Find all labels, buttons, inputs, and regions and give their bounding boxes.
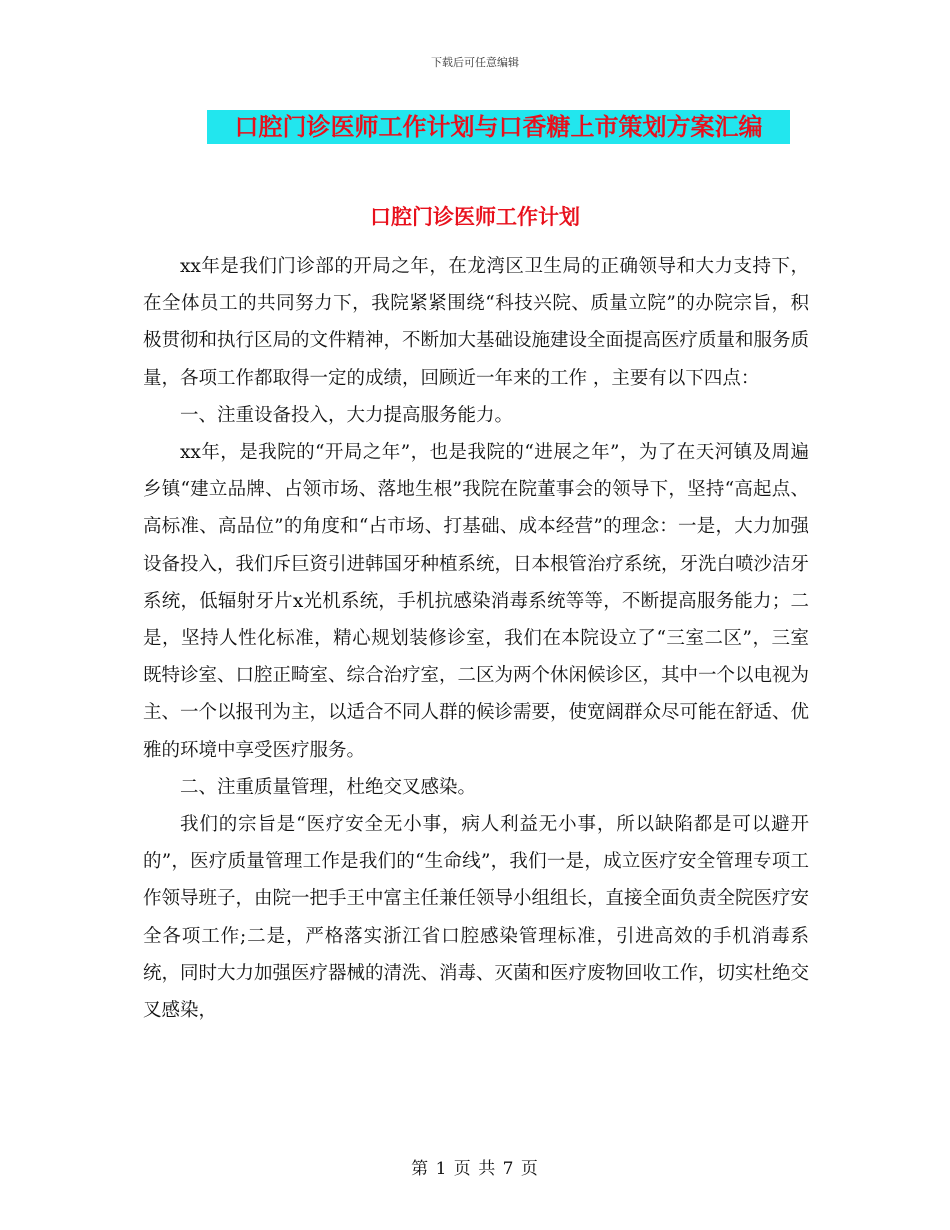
paragraph-intro: xx年是我们门诊部的开局之年，在龙湾区卫生局的正确领导和大力支持下，在全体员工的共同努力下，我院紧紧围绕“科技兴院、质量立院”的办院宗旨，积极贯彻和执行区局的文件精神，不断加大基础设施建设全面提高医疗质量和服务质量，各项工作都取得一定的成绩，回顾近一年来的工作 ，主要有以下四点： — [143, 256, 810, 389]
section-title: 口腔门诊医师工作计划 — [370, 204, 580, 229]
paragraph-heading-1: 一、注重设备投入，大力提高服务能力。 — [180, 404, 514, 426]
header-note: 下载后可任意编辑 — [431, 56, 519, 69]
paragraph-heading-2: 二、注重质量管理，杜绝交叉感染。 — [180, 776, 477, 798]
page-number: 第 1 页 共 7 页 — [411, 1159, 539, 1179]
paragraph-quality: 我们的宗旨是“医疗安全无小事，病人利益无小事，所以缺陷都是可以避开的”，医疗质量管理工作是我们的“生命线”，我们一是，成立医疗安全管理专项工作领导班子，由院一把手王中富主任兼任领导小组组长，直接全面负责全院医疗安全各项工作;二是，严格落实浙江省口腔感染管理标准，引进高效的手机消毒系统，同时大力加强医疗器械的清洗、消毒、灭菌和医疗废物回收工作，切实杜绝交叉感染， — [143, 814, 810, 1022]
document-title: 口腔门诊医师工作计划与口香糖上市策划方案汇编 — [207, 110, 790, 144]
paragraph-equipment: xx年，是我院的“开局之年”，也是我院的“进展之年”，为了在天河镇及周遍乡镇“建立品牌、占领市场、落地生根”我院在院董事会的领导下，坚持“高起点、高标准、高品位”的角度和“占市场、打基础、成本经营”的理念：一是，大力加强设备投入，我们斥巨资引进韩国牙种植系统，日本根管治疗系统，牙洗白喷沙洁牙系统，低辐射牙片x光机系统，手机抗感染消毒系统等等，不断提高服务能力；二是，坚持人性化标准，精心规划装修诊室，我们在本院设立了“三室二区”，三室既特诊室、口腔正畸室、综合治疗室，二区为两个休闲候诊区，其中一个以电视为主、一个以报刊为主，以适合不同人群的候诊需要，使宽阔群众尽可能在舒适、优雅的环境中享受医疗服务。 — [143, 442, 810, 761]
body-text — [143, 248, 809, 1029]
